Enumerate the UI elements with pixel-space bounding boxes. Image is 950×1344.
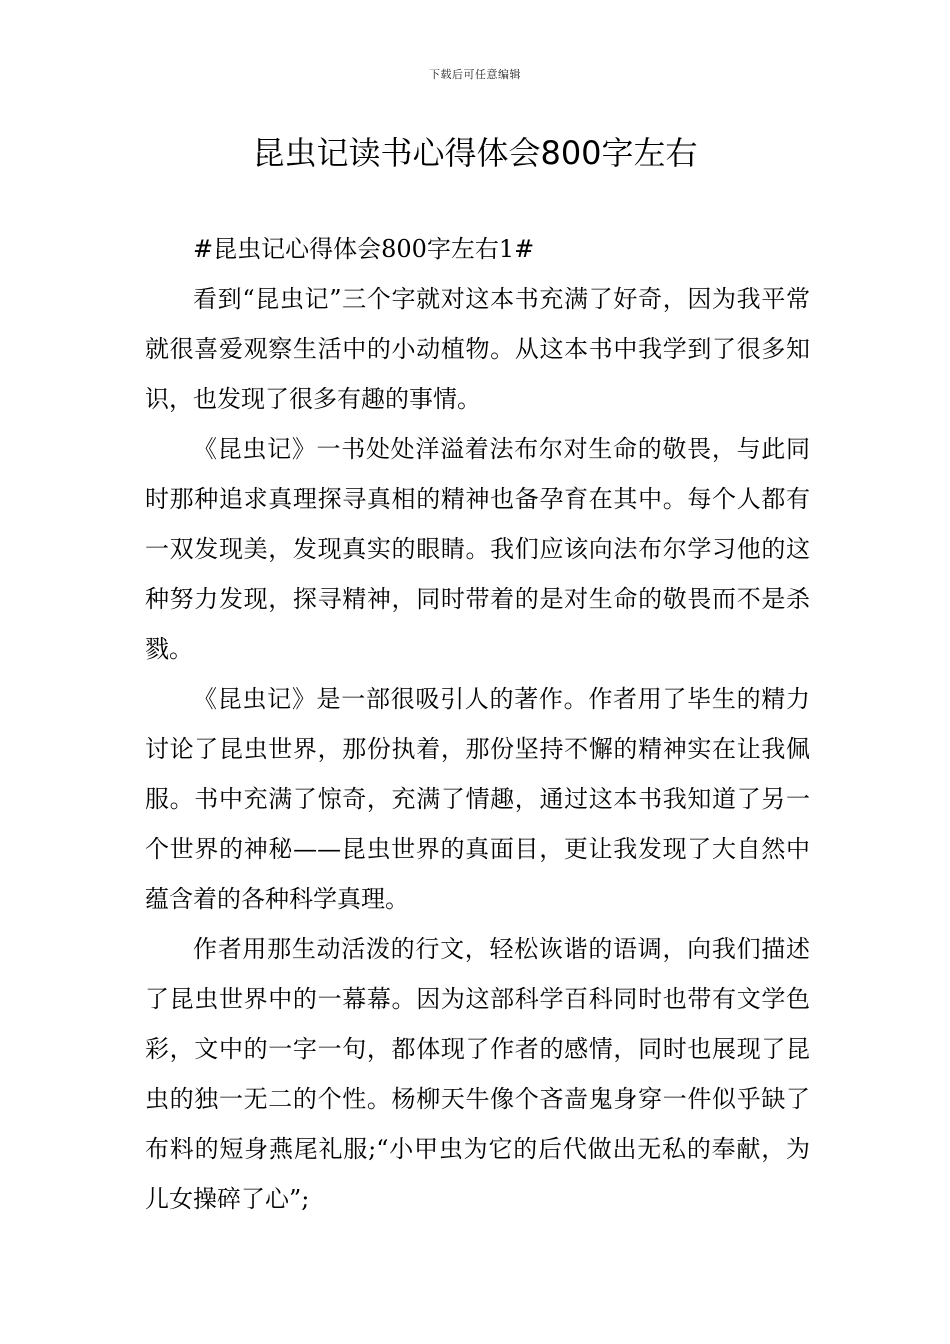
paragraph: 看到“昆虫记”三个字就对这本书充满了好奇，因为我平常就很喜爱观察生活中的小动植物。从这本书中我学到了很多知识，也发现了很多有趣的事情。	[145, 285, 810, 413]
paragraph: 《昆虫记》是一部很吸引人的著作。作者用了毕生的精力讨论了昆虫世界，那份执着，那份坚持不懈的精神实在让我佩服。书中充满了惊奇，充满了情趣，通过这本书我知道了另一个世界的神秘——昆虫世界的真面目，更让我发现了大自然中蕴含着的各种科学真理。	[145, 685, 810, 913]
section-heading: #昆虫记心得体会800字左右1#	[193, 235, 535, 263]
document-title: 昆虫记读书心得体会800字左右	[252, 134, 698, 172]
header-note: 下载后可任意编辑	[429, 68, 521, 81]
paragraph: 作者用那生动活泼的行文，轻松诙谐的语调，向我们描述了昆虫世界中的一幕幕。因为这部科学百科同时也带有文学色彩，文中的一字一句，都体现了作者的感情，同时也展现了昆虫的独一无二的个性。杨柳天牛像个吝啬鬼身穿一件似乎缺了布料的短身燕尾礼服;“小甲虫为它的后代做出无私的奉献，为儿女操碎了心”;	[145, 935, 810, 1213]
paragraph: 《昆虫记》一书处处洋溢着法布尔对生命的敬畏，与此同时那种追求真理探寻真相的精神也备孕育在其中。每个人都有一双发现美，发现真实的眼睛。我们应该向法布尔学习他的这种努力发现，探寻精神，同时带着的是对生命的敬畏而不是杀戮。	[145, 435, 810, 663]
document-body	[145, 224, 810, 1224]
